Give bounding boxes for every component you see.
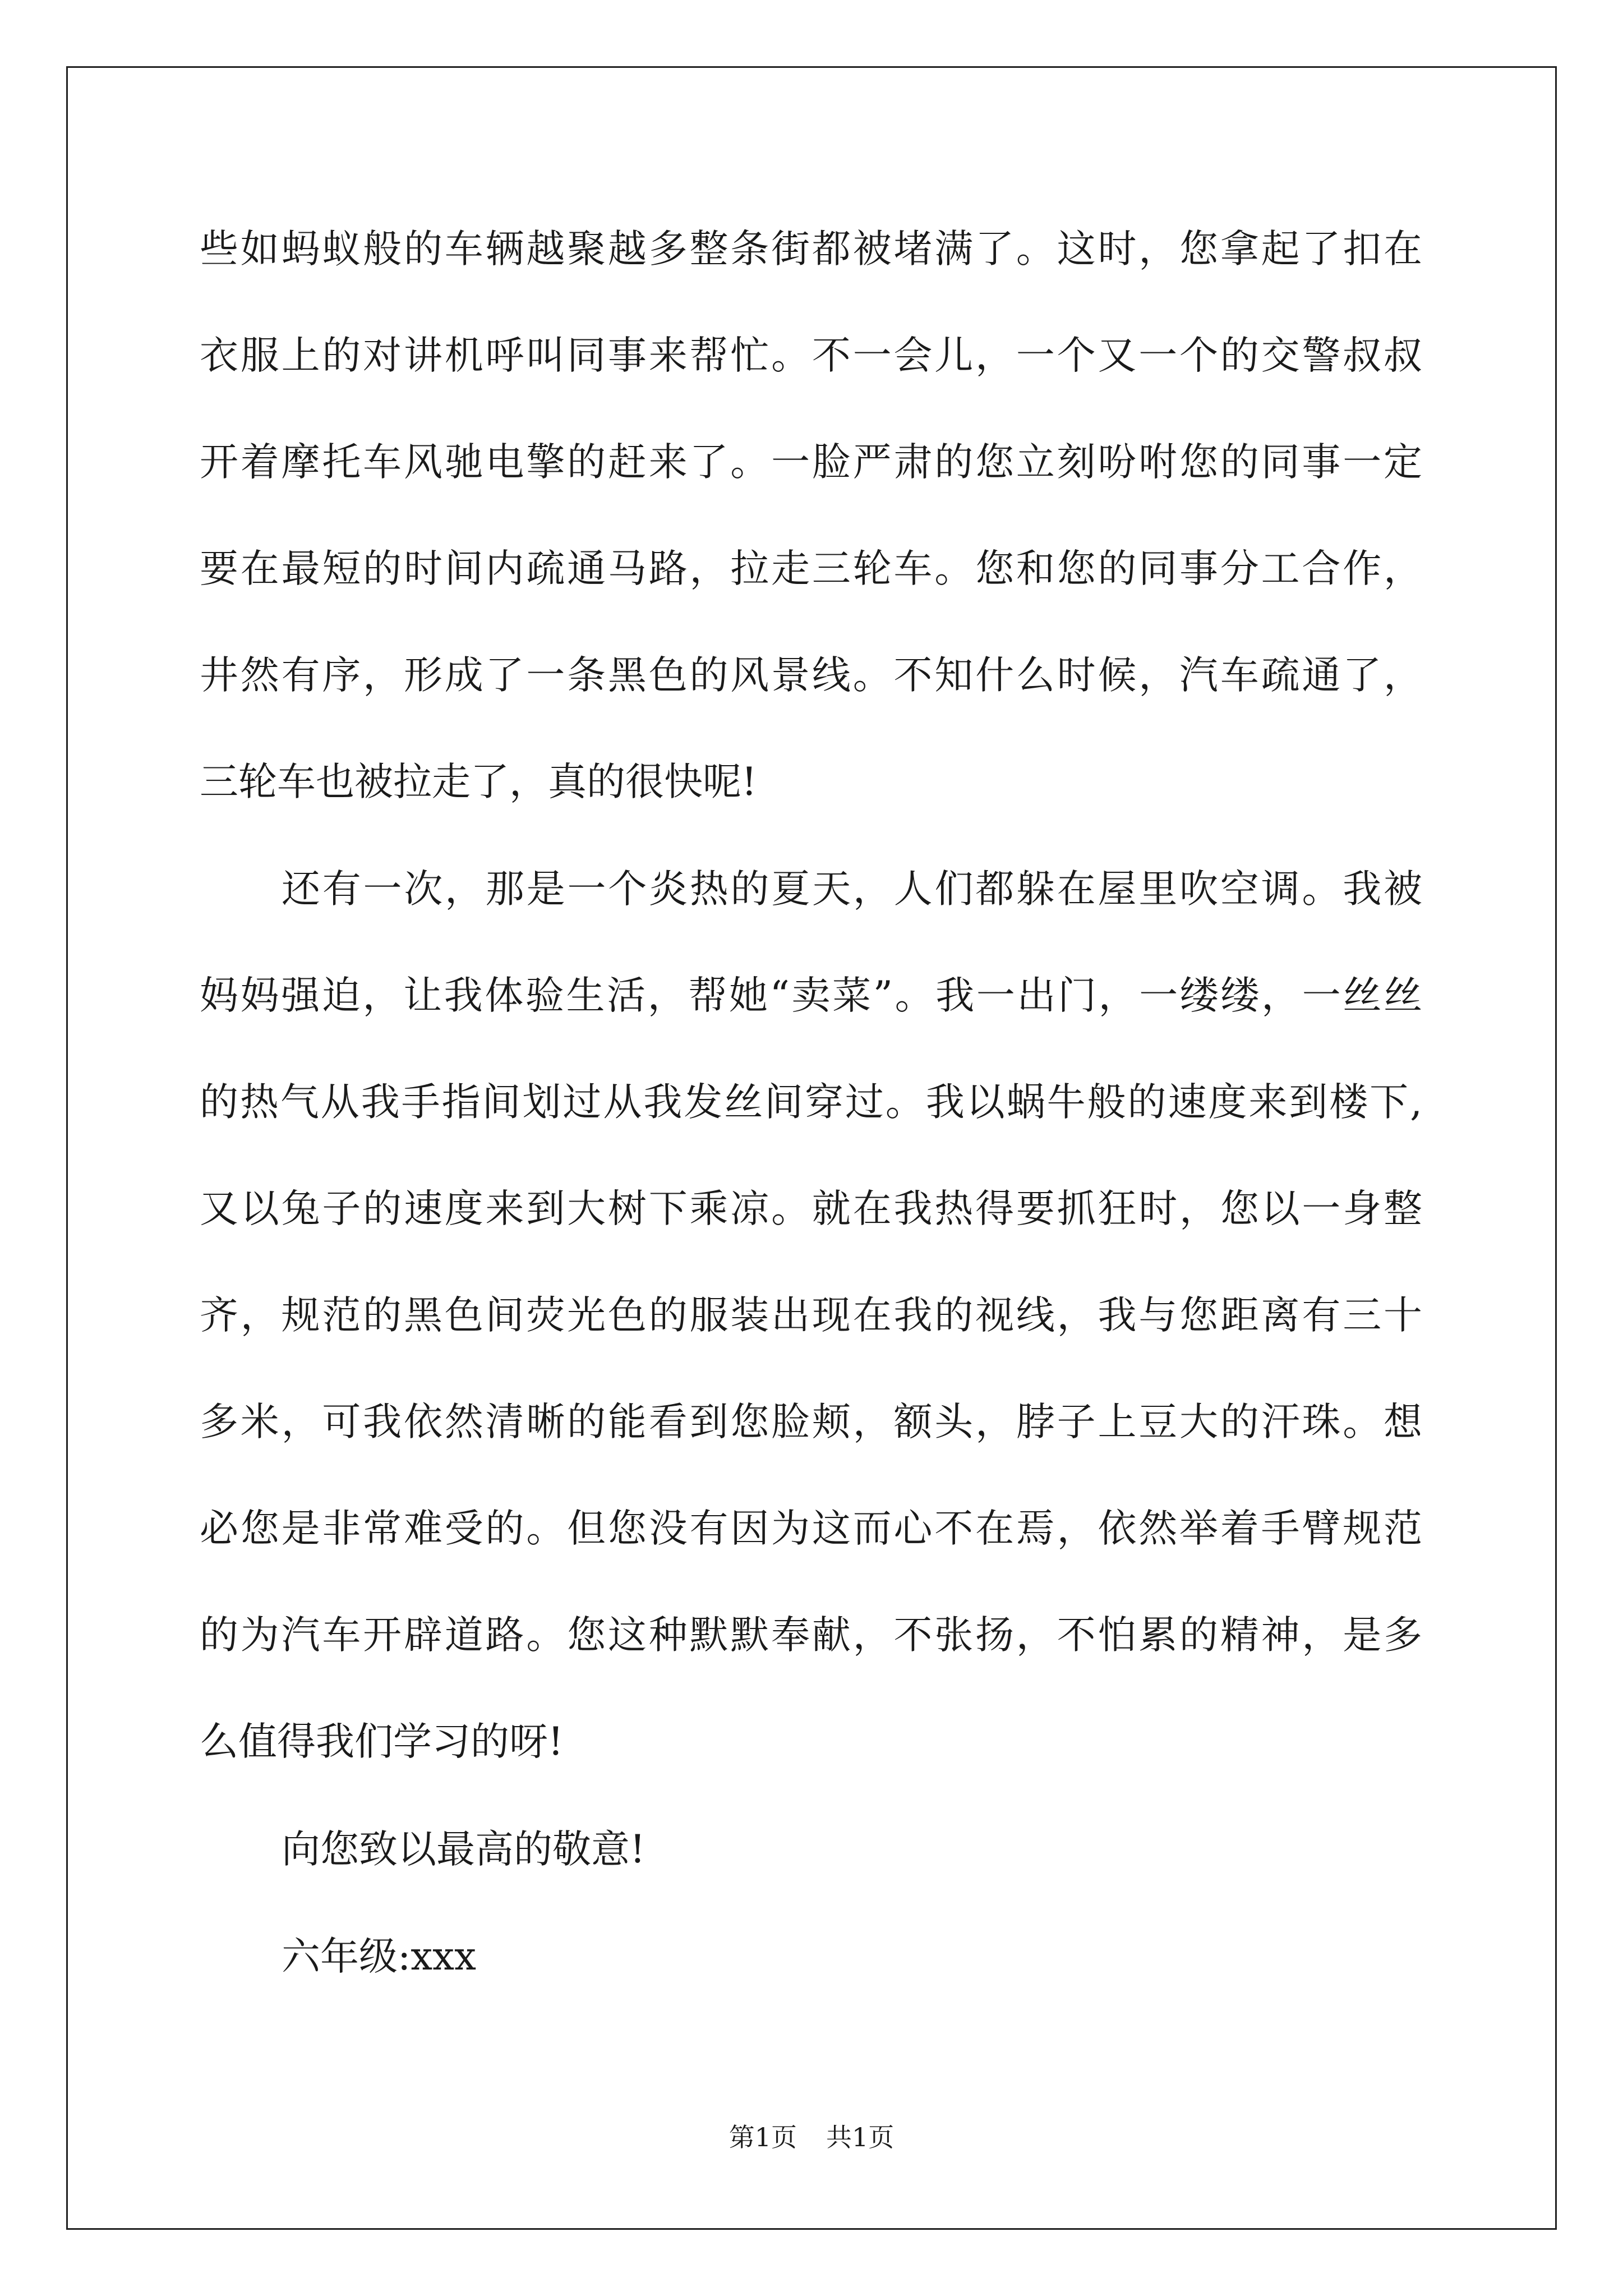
paragraph-1-line-5: 井然有序，形成了一条黑色的风景线。不知什么时候，汽车疏通了， (200, 653, 1422, 698)
page-footer (0, 2120, 1623, 2154)
total-pages: 共1页 (826, 2122, 895, 2152)
paragraph-1-line-1: 些如蚂蚁般的车辆越聚越多整条街都被堵满了。这时，您拿起了扣在 (200, 227, 1422, 272)
current-page-number: 第1页 (728, 2122, 797, 2152)
closing-salutation: 向您致以最高的敬意! (282, 1827, 645, 1872)
paragraph-2-line-2: 妈妈强迫，让我体验生活，帮她“卖菜”。我一出门，一缕缕，一丝丝 (200, 973, 1422, 1018)
paragraph-2-line-5: 齐，规范的黑色间荧光色的服装出现在我的视线，我与您距离有三十 (200, 1293, 1422, 1338)
paragraph-1-line-2: 衣服上的对讲机呼叫同事来帮忙。不一会儿，一个又一个的交警叔叔 (200, 333, 1422, 378)
page-border (66, 66, 1557, 2230)
signature: 六年级:xxx (282, 1934, 476, 1979)
paragraph-2-line-6: 多米，可我依然清晰的能看到您脸颊，额头，脖子上豆大的汗珠。想 (200, 1400, 1422, 1444)
paragraph-2-line-7: 必您是非常难受的。但您没有因为这而心不在焉，依然举着手臂规范 (200, 1506, 1422, 1551)
paragraph-1-line-6: 三轮车也被拉走了，真的很快呢! (200, 760, 757, 804)
paragraph-2-line-8: 的为汽车开辟道路。您这种默默奉献，不张扬，不怕累的精神，是多 (200, 1613, 1422, 1658)
paragraph-2-line-3: 的热气从我手指间划过从我发丝间穿过。我以蜗牛般的速度来到楼下, (200, 1080, 1422, 1125)
paragraph-1-line-4: 要在最短的时间内疏通马路，拉走三轮车。您和您的同事分工合作， (200, 546, 1422, 591)
paragraph-2-line-9: 么值得我们学习的呀! (200, 1719, 564, 1764)
paragraph-2-line-1: 还有一次，那是一个炎热的夏天，人们都躲在屋里吹空调。我被 (282, 867, 1422, 912)
paragraph-1-line-3: 开着摩托车风驰电擎的赶来了。一脸严肃的您立刻吩咐您的同事一定 (200, 440, 1422, 485)
paragraph-2-line-4: 又以兔子的速度来到大树下乘凉。就在我热得要抓狂时，您以一身整 (200, 1186, 1422, 1231)
